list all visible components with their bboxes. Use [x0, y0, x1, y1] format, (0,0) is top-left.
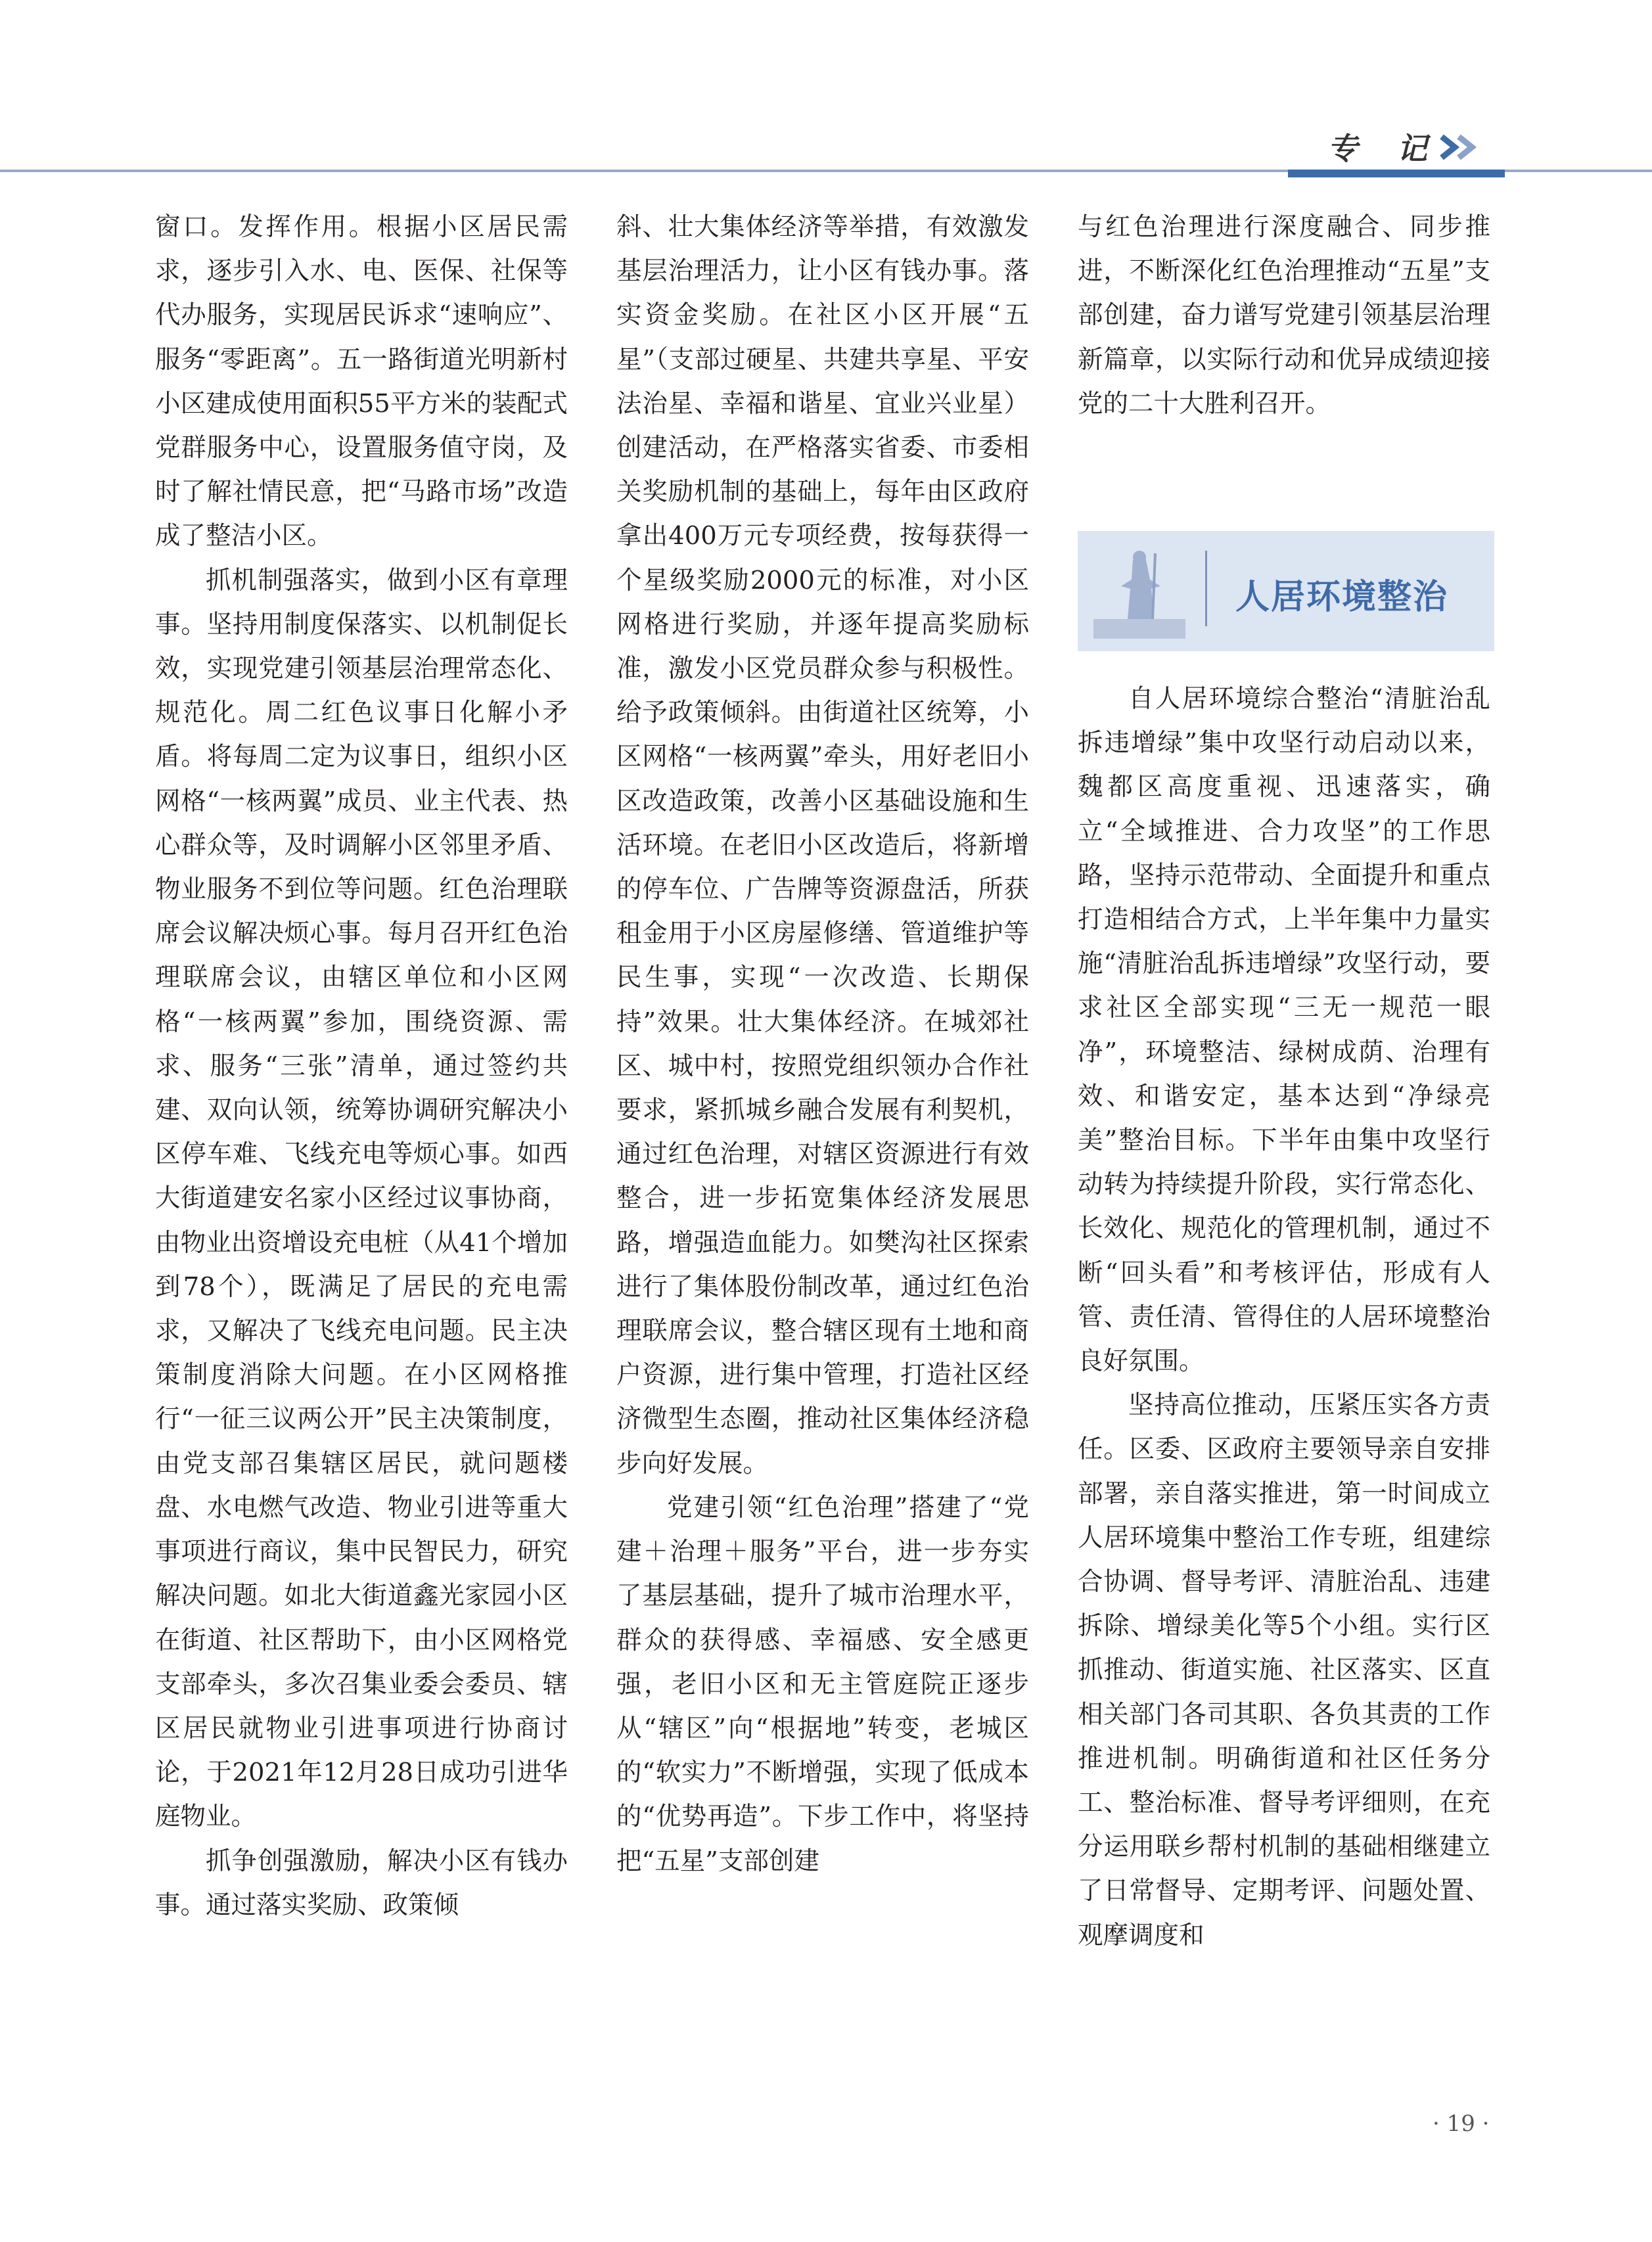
page-number: · 19 · [1433, 2111, 1490, 2137]
section-banner [1078, 531, 1494, 651]
statue-illustration-icon [1087, 540, 1192, 645]
paragraph: 自人居环境综合整治“清脏治乱拆违增绿”集中攻坚行动启动以来，魏都区高度重视、迅速落实，确立“全域推进、合力攻坚”的工作思路，坚持示范带动、全面提升和重点打造相结合方式，上半年集中力量实施“清脏治乱拆违增绿”攻坚行动，要求社区全部实现“三无一规范一眼净”，环境整洁、绿树成荫、治理有效、和谐安定，基本达到“净绿亮美”整治目标。下半年由集中攻坚行动转为持续提升阶段，实行常态化、长效化、规范化的管理机制，通过不断“回头看”和考核评估，形成有人管、责任清、管得住的人居环境整治良好氛围。 [1078, 684, 1490, 1377]
paragraph: 坚持高位推动，压紧压实各方责任。区委、区政府主要领导亲自安排部署，亲自落实推进，第一时间成立人居环境集中整治工作专班，组建综合协调、督导考评、清脏治乱、违建拆除、增绿美化等5个小组。实行区抓推动、街道实施、社区落实、区直相关部门各司其职、各负其责的工作推进机制。明确街道和社区任务分工、整治标准、督导考评细则，在充分运用联乡帮村机制的基础相继建立了日常督导、定期考评、问题处置、观摩调度和 [1078, 1390, 1490, 1950]
banner-divider [1205, 551, 1207, 626]
paragraph: 抓争创强激励，解决小区有钱办事。通过落实奖励、政策倾 [155, 1846, 568, 1920]
paragraph: 窗口。发挥作用。根据小区居民需求，逐步引入水、电、医保、社保等代办服务，实现居民诉求“速响应”、服务“零距离”。五一路街道光明新村小区建成使用面积55平方米的装配式党群服务中心，设置服务值守岗，及时了解社情民意，把“马路市场”改造成了整洁小区。 [155, 212, 568, 551]
text-column-2 [616, 205, 1029, 1883]
paragraph: 与红色治理进行深度融合、同步推进，不断深化红色治理推动“五星”支部创建，奋力谱写党建引领基层治理新篇章，以实际行动和优异成绩迎接党的二十大胜利召开。 [1078, 212, 1490, 419]
double-chevron-icon [1438, 134, 1484, 160]
paragraph: 斜、壮大集体经济等举措，有效激发基层治理活力，让小区有钱办事。落实资金奖励。在社区小区开展“五星”（支部过硬星、共建共享星、平安法治星、幸福和谐星、宜业兴业星）创建活动，在严格落实省委、市委相关奖励机制的基础上，每年由区政府拿出400万元专项经费，按每获得一个星级奖励2000元的标准，对小区网格进行奖励，并逐年提高奖励标准，激发小区党员群众参与积极性。给予政策倾斜。由街道社区统筹，小区网格“一核两翼”牵头，用好老旧小区改造政策，改善小区基础设施和生活环境。在老旧小区改造后，将新增的停车位、广告牌等资源盘活，所获租金用于小区房屋修缮、管道维护等民生事，实现“一次改造、长期保持”效果。壮大集体经济。在城郊社区、城中村，按照党组织领办合作社要求，紧抓城乡融合发展有利契机，通过红色治理，对辖区资源进行有效整合，进一步拓宽集体经济发展思路，增强造血能力。如樊沟社区探索进行了集体股份制改革，通过红色治理联席会议，整合辖区现有土地和商户资源，进行集中管理，打造社区经济微型生态圈，推动社区集体经济稳步向好发展。 [616, 212, 1029, 1478]
paragraph: 党建引领“红色治理”搭建了“党建＋治理＋服务”平台，进一步夯实了基层基础，提升了城市治理水平，群众的获得感、幸福感、安全感更强，老旧小区和无主管庭院正逐步从“辖区”向“根据地”转变，老城区的“软实力”不断增强，实现了低成本的“优势再造”。下步工作中，将坚持把“五星”支部创建 [616, 1492, 1029, 1876]
section-header-title: 专 记 [1327, 131, 1442, 166]
text-column-3 [1078, 205, 1490, 426]
paragraph: 抓机制强落实，做到小区有章理事。坚持用制度保落实、以机制促长效，实现党建引领基层治理常态化、规范化。周二红色议事日化解小矛盾。将每周二定为议事日，组织小区网格“一核两翼”成员、业主代表、热心群众等，及时调解小区邻里矛盾、物业服务不到位等问题。红色治理联席会议解决烦心事。每月召开红色治理联席会议，由辖区单位和小区网格“一核两翼”参加，围绕资源、需求、服务“三张”清单，通过签约共建、双向认领，统筹协调研究解决小区停车难、飞线充电等烦心事。如西大街道建安名家小区经过议事协商，由物业出资增设充电桩（从41个增加到78个），既满足了居民的充电需求，又解决了飞线充电问题。民主决策制度消除大问题。在小区网格推行“一征三议两公开”民主决策制度，由党支部召集辖区居民，就问题楼盘、水电燃气改造、物业引进等重大事项进行商议，集中民智民力，研究解决问题。如北大街道鑫光家园小区在街道、社区帮助下，由小区网格党支部牵头，多次召集业委会委员、辖区居民就物业引进事项进行协商讨论，于2021年12月28日成功引进华庭物业。 [155, 565, 568, 1832]
text-column-3-lower [1078, 677, 1490, 1957]
text-column-1 [155, 205, 568, 1927]
section-title: 人居环境整治 [1235, 577, 1449, 617]
